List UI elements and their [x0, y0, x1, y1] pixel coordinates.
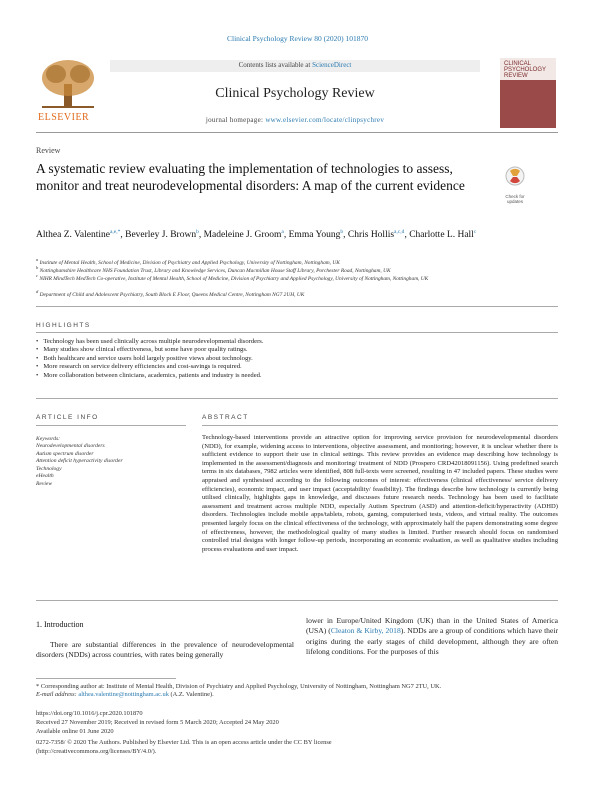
author-name: Madeleine J. Groom: [203, 230, 282, 241]
author-name: Althea Z. Valentine: [36, 230, 110, 241]
author-affiliation-sup[interactable]: a,e,*: [109, 229, 121, 235]
author[interactable]: [36, 230, 125, 240]
introduction-column-2: [306, 616, 558, 658]
affiliation-d: [36, 288, 556, 299]
highlights-list: [36, 338, 536, 380]
divider: [36, 398, 558, 399]
highlights-heading: HIGHLIGHTS: [36, 322, 91, 329]
author-affiliation-sup[interactable]: b: [340, 229, 344, 235]
sciencedirect-link[interactable]: ScienceDirect: [312, 61, 352, 69]
intro-text: lower in Europe/United Kingdom (UK) than in the United States of America (USA) (: [306, 616, 558, 636]
affiliation-sup: b: [36, 265, 39, 270]
affiliation-text: Institute of Mental Health, School of Medicine, Division of Psychiatry and Applied Psychology, University of Nottingham, Nottingham, UK: [39, 259, 340, 266]
author[interactable]: [204, 230, 289, 240]
keyword: Neurodevelopmental disorders: [36, 443, 105, 449]
article-info-heading: ARTICLE INFO: [36, 414, 99, 421]
highlight-item: • Both healthcare and service users hold largely positive views about technology.: [36, 355, 536, 363]
divider: [36, 332, 558, 333]
keyword: eHealth: [36, 473, 54, 480]
elsevier-tree-logo-icon: [38, 58, 98, 110]
author[interactable]: [289, 230, 348, 240]
author-affiliation-sup[interactable]: c: [473, 229, 477, 235]
cover-title-band: [500, 58, 556, 80]
author-separator: ,: [198, 230, 204, 241]
author-separator: ,: [404, 230, 410, 241]
license-text: 0272-7358/ © 2020 The Authors. Published by Elsevier Ltd. This is an open access article under the CC BY license: [36, 739, 332, 746]
affiliation-sup: a: [36, 257, 39, 262]
cover-title-line-2: PSYCHOLOGY: [504, 67, 547, 73]
corresponding-author-note: [36, 683, 556, 700]
license-url[interactable]: (http://creativecommons.org/licenses/BY/4.0/).: [36, 748, 157, 755]
citation-link[interactable]: Cleaton & Kirby, 2018: [330, 626, 401, 636]
journal-homepage: [110, 116, 480, 124]
check-label-1: Check for: [505, 194, 525, 199]
doi-link[interactable]: https://doi.org/10.1016/j.cpr.2020.101870: [36, 710, 143, 717]
check-label-2: updates: [506, 199, 523, 204]
email-label: E-mail address:: [36, 691, 77, 699]
author[interactable]: [125, 230, 203, 240]
author-list: [36, 226, 556, 242]
abstract-heading: ABSTRACT: [202, 414, 249, 421]
author-affiliation-sup[interactable]: a: [281, 229, 284, 235]
journal-reference[interactable]: Clinical Psychology Review 80 (2020) 101870: [226, 34, 369, 43]
affiliation-text: Department of Child and Adolescent Psychiatry, South Block E Floor, Queens Medical Centre, Nottingham NG7 2UH, UK: [39, 291, 305, 298]
homepage-link[interactable]: www.elsevier.com/locate/clinpsychrev: [265, 116, 385, 124]
cover-title-line-3: REVIEW: [504, 73, 528, 79]
author-name: Emma Young: [288, 230, 341, 241]
divider: [202, 425, 558, 426]
received-dates: Received 27 November 2019; Received in revised form 5 March 2020; Accepted 24 May 2020: [36, 719, 279, 726]
homepage-prefix: journal homepage:: [205, 116, 264, 124]
affiliation-sup: c: [36, 273, 38, 278]
contents-prefix: Contents lists available at: [238, 61, 311, 69]
keyword: Technology: [36, 465, 62, 472]
author-name: Beverley J. Brown: [125, 230, 197, 241]
divider: [36, 306, 558, 307]
email-link[interactable]: althea.valentine@nottingham.ac.uk: [78, 691, 169, 699]
author[interactable]: [409, 230, 476, 240]
intro-text: ). NDDs are a group of conditions which have their origins during the early stages of child development, although they are often lifelong conditions. For the purposes of this: [306, 626, 558, 657]
cover-title: [504, 61, 546, 79]
author-name: Charlotte L. Hall: [409, 230, 474, 241]
email-name: (A.Z. Valentine).: [170, 691, 214, 699]
check-for-updates-button[interactable]: [500, 165, 530, 204]
contents-line: [110, 60, 480, 72]
keyword: Attention deficit hyperactivity disorder: [36, 458, 123, 465]
check-for-updates-icon: [500, 165, 530, 189]
author[interactable]: [348, 230, 409, 240]
introduction-heading: 1. Introduction: [36, 620, 84, 629]
journal-title: Clinical Psychology Review: [215, 86, 375, 101]
keywords-label: Keywords:: [36, 436, 61, 442]
corr-mark: *: [36, 683, 40, 690]
article-type: Review: [36, 146, 61, 155]
keyword: Autism spectrum disorder: [36, 450, 94, 457]
footnote-divider: [36, 678, 176, 679]
article-title: A systematic review evaluating the implementation of technologies to assess, monitor and treat neurodevelopmental disorders: A map of the current evidence: [36, 161, 465, 193]
affiliation-c: [36, 272, 556, 283]
cover-title-line-1: CLINICAL: [504, 61, 532, 67]
journal-cover-image: [500, 58, 556, 128]
available-online: Available online 01 June 2020: [36, 728, 114, 735]
highlight-item: • More research on service delivery efficiencies and cost-savings is required.: [36, 363, 536, 371]
author-affiliation-sup[interactable]: b: [196, 229, 199, 235]
abstract-text: Technology-based interventions provide an attractive option for improving service provision for neurodevelopmental disorders (NDD), for example, widening access to interventions, objective assessment, and monitoring; however, it is unclear whether there is sufficient evidence to support their use in clinical settings. This review provides an evidence map describing how technology is implemented in the assessment/diagnosis and monitoring/ treatment of NDD (Prospero CRD42018091156). Using predefined search terms in six databases, 7982 articles were identified, 808 full-texts were screened, resulting in 47 included papers. These studies were appraised and synthesised according to the following outcomes of interest: effectiveness (clinical effectiveness/ service delivery efficiencies), economic impact, and user impact (acceptability/ feasibility). The findings describe how technology is currently being utilised clinically, highlights gaps in knowledge, and discusses future research needs. Technology has been used to facilitate assessment and treatment across multiple NDD, especially Autism Spectrum (ASD) and attention-deficit/hyperactivity (ADHD) disorders. Technologies include mobile apps/tablets, robots, gaming, computerised tests, videos, and virtual reality. The outcomes presented largely focus on the clinical effectiveness of the technology, with approximately half the papers demonstrating some degree of effectiveness, however, the methodological quality of many studies is limited. Further research should focus on randomised controlled trial designs with longer follow-up periods, incorporating an economic evaluation, as well as qualitative studies including process evaluations and user impact.: [202, 434, 558, 553]
introduction-column-1: There are substantial differences in the prevalence of neurodevelopmental disorders (NDDs) across countries, with rates being generally: [36, 640, 294, 660]
affiliation-sup: d: [36, 289, 39, 294]
publisher-name: ELSEVIER: [38, 112, 90, 123]
highlight-item: • More collaboration between clinicians, academics, patients and industry is needed.: [36, 372, 536, 380]
divider: [36, 425, 186, 426]
affiliation-text: Nottinghamshire Healthcare NHS Foundation Trust, Library and Knowledge Services, Duncan Macmillan House Staff Library, Porchester Road, Nottingham, UK: [39, 267, 391, 274]
divider: [36, 600, 558, 601]
affiliation-text: NIHR MindTech MedTech Co-operative, Institute of Mental Health, School of Medicine, Division of Psychiatry and Applied Psychology, University of Nottingham, Nottingham, UK: [39, 275, 429, 282]
author-separator: ,: [120, 230, 126, 241]
author-separator: ,: [283, 230, 289, 241]
author-name: Chris Hollis: [347, 230, 395, 241]
keywords-list: [36, 443, 176, 489]
keyword: Review: [36, 480, 53, 487]
author-affiliation-sup[interactable]: a,c,d: [394, 229, 405, 235]
highlight-item: • Technology has been used clinically across multiple neurodevelopmental disorders.: [36, 338, 536, 346]
highlight-item: • Many studies show clinical effectiveness, but some have poor quality ratings.: [36, 346, 536, 354]
corr-text: Corresponding author at: Institute of Mental Health, Division of Psychiatry and Applied Psychology, University of Nottingham, Nottingham NG7 2TU, UK.: [40, 683, 442, 690]
author-separator: ,: [343, 230, 348, 241]
